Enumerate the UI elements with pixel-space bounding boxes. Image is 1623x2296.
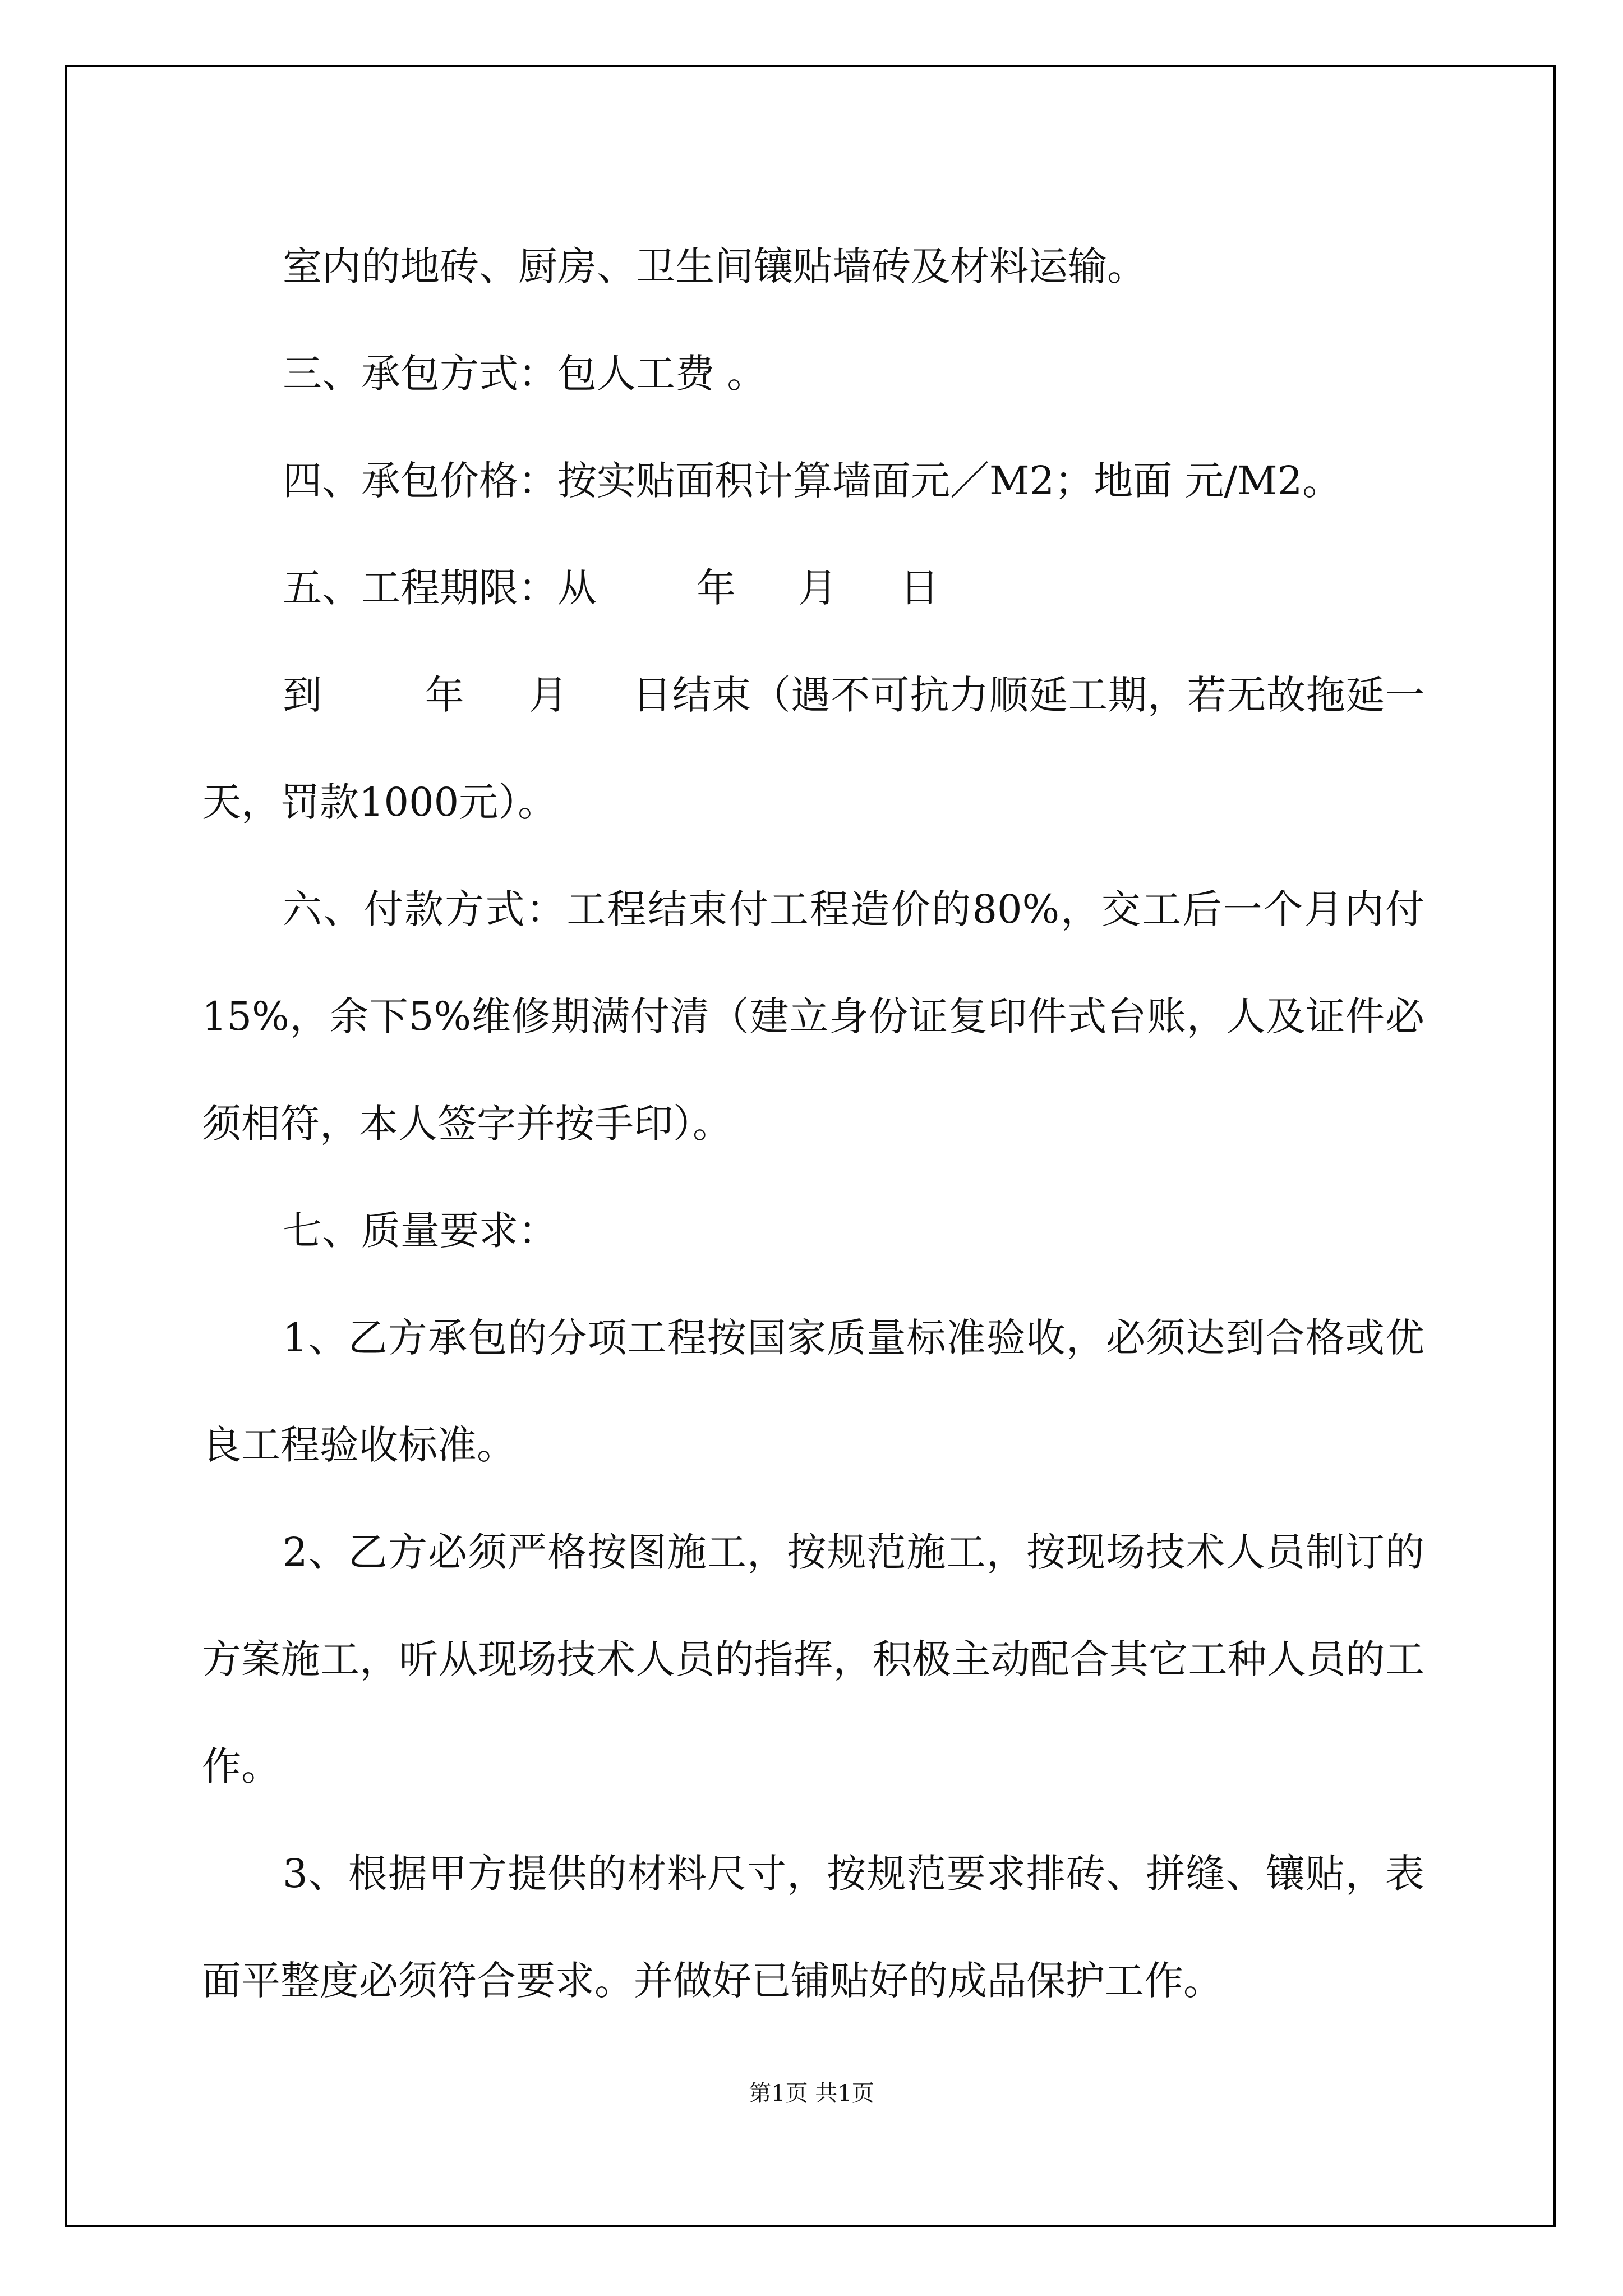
page-footer: 第1页 共1页	[749, 2081, 874, 2106]
paragraph-period-start: 五、工程期限：从 年 月 日	[283, 565, 939, 611]
paragraph-quality-1: 1、乙方承包的分项工程按国家质量标准验收，必须达到合格或优良工程验收标准。	[202, 1315, 1424, 1468]
paragraph-quality-3: 3、根据甲方提供的材料尺寸，按规范要求排砖、拼缝、镶贴，表面平整度必须符合要求。并做好已铺贴好的成品保护工作。	[202, 1851, 1424, 2004]
paragraph-materials: 室内的地砖、厨房、卫生间镶贴墙砖及材料运输。	[283, 243, 1146, 289]
paragraph-quality-heading: 七、质量要求：	[283, 1208, 557, 1254]
paragraph-payment: 六、付款方式：工程结束付工程造价的80%，交工后一个月内付15%，余下5%维修期满付清（建立身份证复印件式台账，人及证件必须相符，本人签字并按手印）。	[202, 886, 1424, 1147]
paragraph-contract-price: 四、承包价格：按实贴面积计算墙面元／M2；地面 元/M2。	[283, 458, 1342, 504]
paragraph-period-end: 到 年 月 日结束（遇不可抗力顺延工期，若无故拖延一天，罚款1000元）。	[202, 672, 1424, 825]
document-body	[202, 213, 1424, 2035]
paragraph-quality-2: 2、乙方必须严格按图施工，按规范施工，按现场技术人员制订的方案施工，听从现场技术人员的指挥，积极主动配合其它工种人员的工作。	[202, 1529, 1424, 1789]
paragraph-contract-method: 三、承包方式：包人工费 。	[283, 351, 767, 397]
